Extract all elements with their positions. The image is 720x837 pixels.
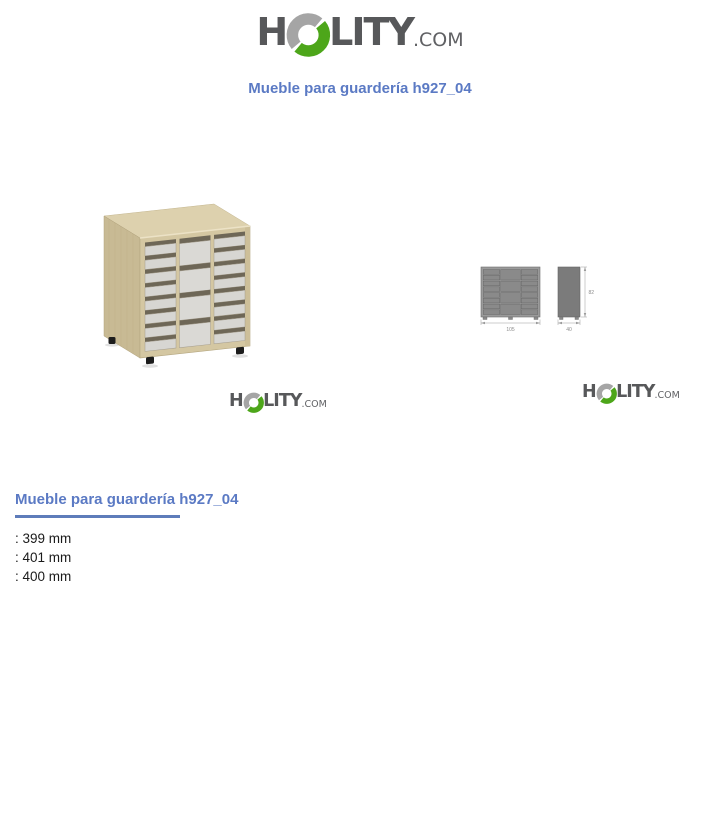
swirl-gray-arc bbox=[292, 19, 318, 45]
technical-drawing bbox=[468, 253, 608, 338]
drawing-front-view bbox=[481, 267, 540, 320]
logo-text-lity: LITY bbox=[329, 10, 413, 54]
cabinet-side bbox=[104, 216, 140, 358]
dimension-width bbox=[481, 320, 540, 326]
logo-text-com: .COM bbox=[654, 390, 680, 401]
holity-o-icon bbox=[285, 12, 331, 58]
cabinet-foot bbox=[236, 347, 244, 355]
logo-text-h: H bbox=[256, 10, 287, 54]
tray-column-left bbox=[145, 239, 176, 351]
dimension-height bbox=[581, 267, 587, 317]
holity-logo[interactable] bbox=[256, 10, 464, 54]
dimension-width-label: 105 bbox=[506, 327, 515, 333]
swirl-gray-arc bbox=[599, 386, 611, 398]
holity-watermark-left bbox=[229, 392, 327, 411]
cabinet-foot bbox=[109, 337, 116, 344]
holity-o-icon bbox=[596, 383, 618, 405]
swirl-green-arc bbox=[298, 25, 324, 51]
logo-text-com: .COM bbox=[412, 29, 464, 51]
swirl-gray-arc bbox=[246, 395, 258, 407]
dimension-line: : 401 mm bbox=[15, 550, 72, 565]
drawing-side-view bbox=[558, 267, 580, 320]
title-underline bbox=[15, 515, 180, 518]
dimension-list bbox=[15, 529, 238, 586]
logo-text-com: .COM bbox=[301, 399, 327, 410]
dimension-line: : 400 mm bbox=[15, 569, 72, 584]
dimension-depth-label: 40 bbox=[566, 327, 572, 333]
logo-text-h: H bbox=[582, 382, 596, 402]
holity-o-icon bbox=[243, 392, 265, 414]
swirl-green-arc bbox=[602, 389, 614, 401]
logo-text-lity: LITY bbox=[263, 391, 302, 411]
product-title[interactable]: Mueble para guardería h927_04 bbox=[15, 491, 239, 508]
dimension-height-label: 82 bbox=[588, 290, 595, 296]
tray-column-middle bbox=[180, 235, 211, 347]
swirl-green-arc bbox=[249, 398, 261, 410]
cabinet-foot bbox=[146, 356, 154, 364]
shadow bbox=[232, 354, 248, 358]
logo-text-lity: LITY bbox=[616, 382, 655, 402]
cabinet-front bbox=[140, 226, 250, 365]
page-title[interactable]: Mueble para guardería h927_04 bbox=[248, 80, 472, 97]
logo-text-h: H bbox=[229, 391, 243, 411]
product-info bbox=[15, 491, 238, 586]
dimension-line: : 399 mm bbox=[15, 531, 72, 546]
tray-column-right bbox=[214, 232, 245, 344]
holity-watermark-right bbox=[582, 383, 680, 402]
shadow bbox=[142, 364, 158, 368]
product-image bbox=[95, 195, 265, 375]
